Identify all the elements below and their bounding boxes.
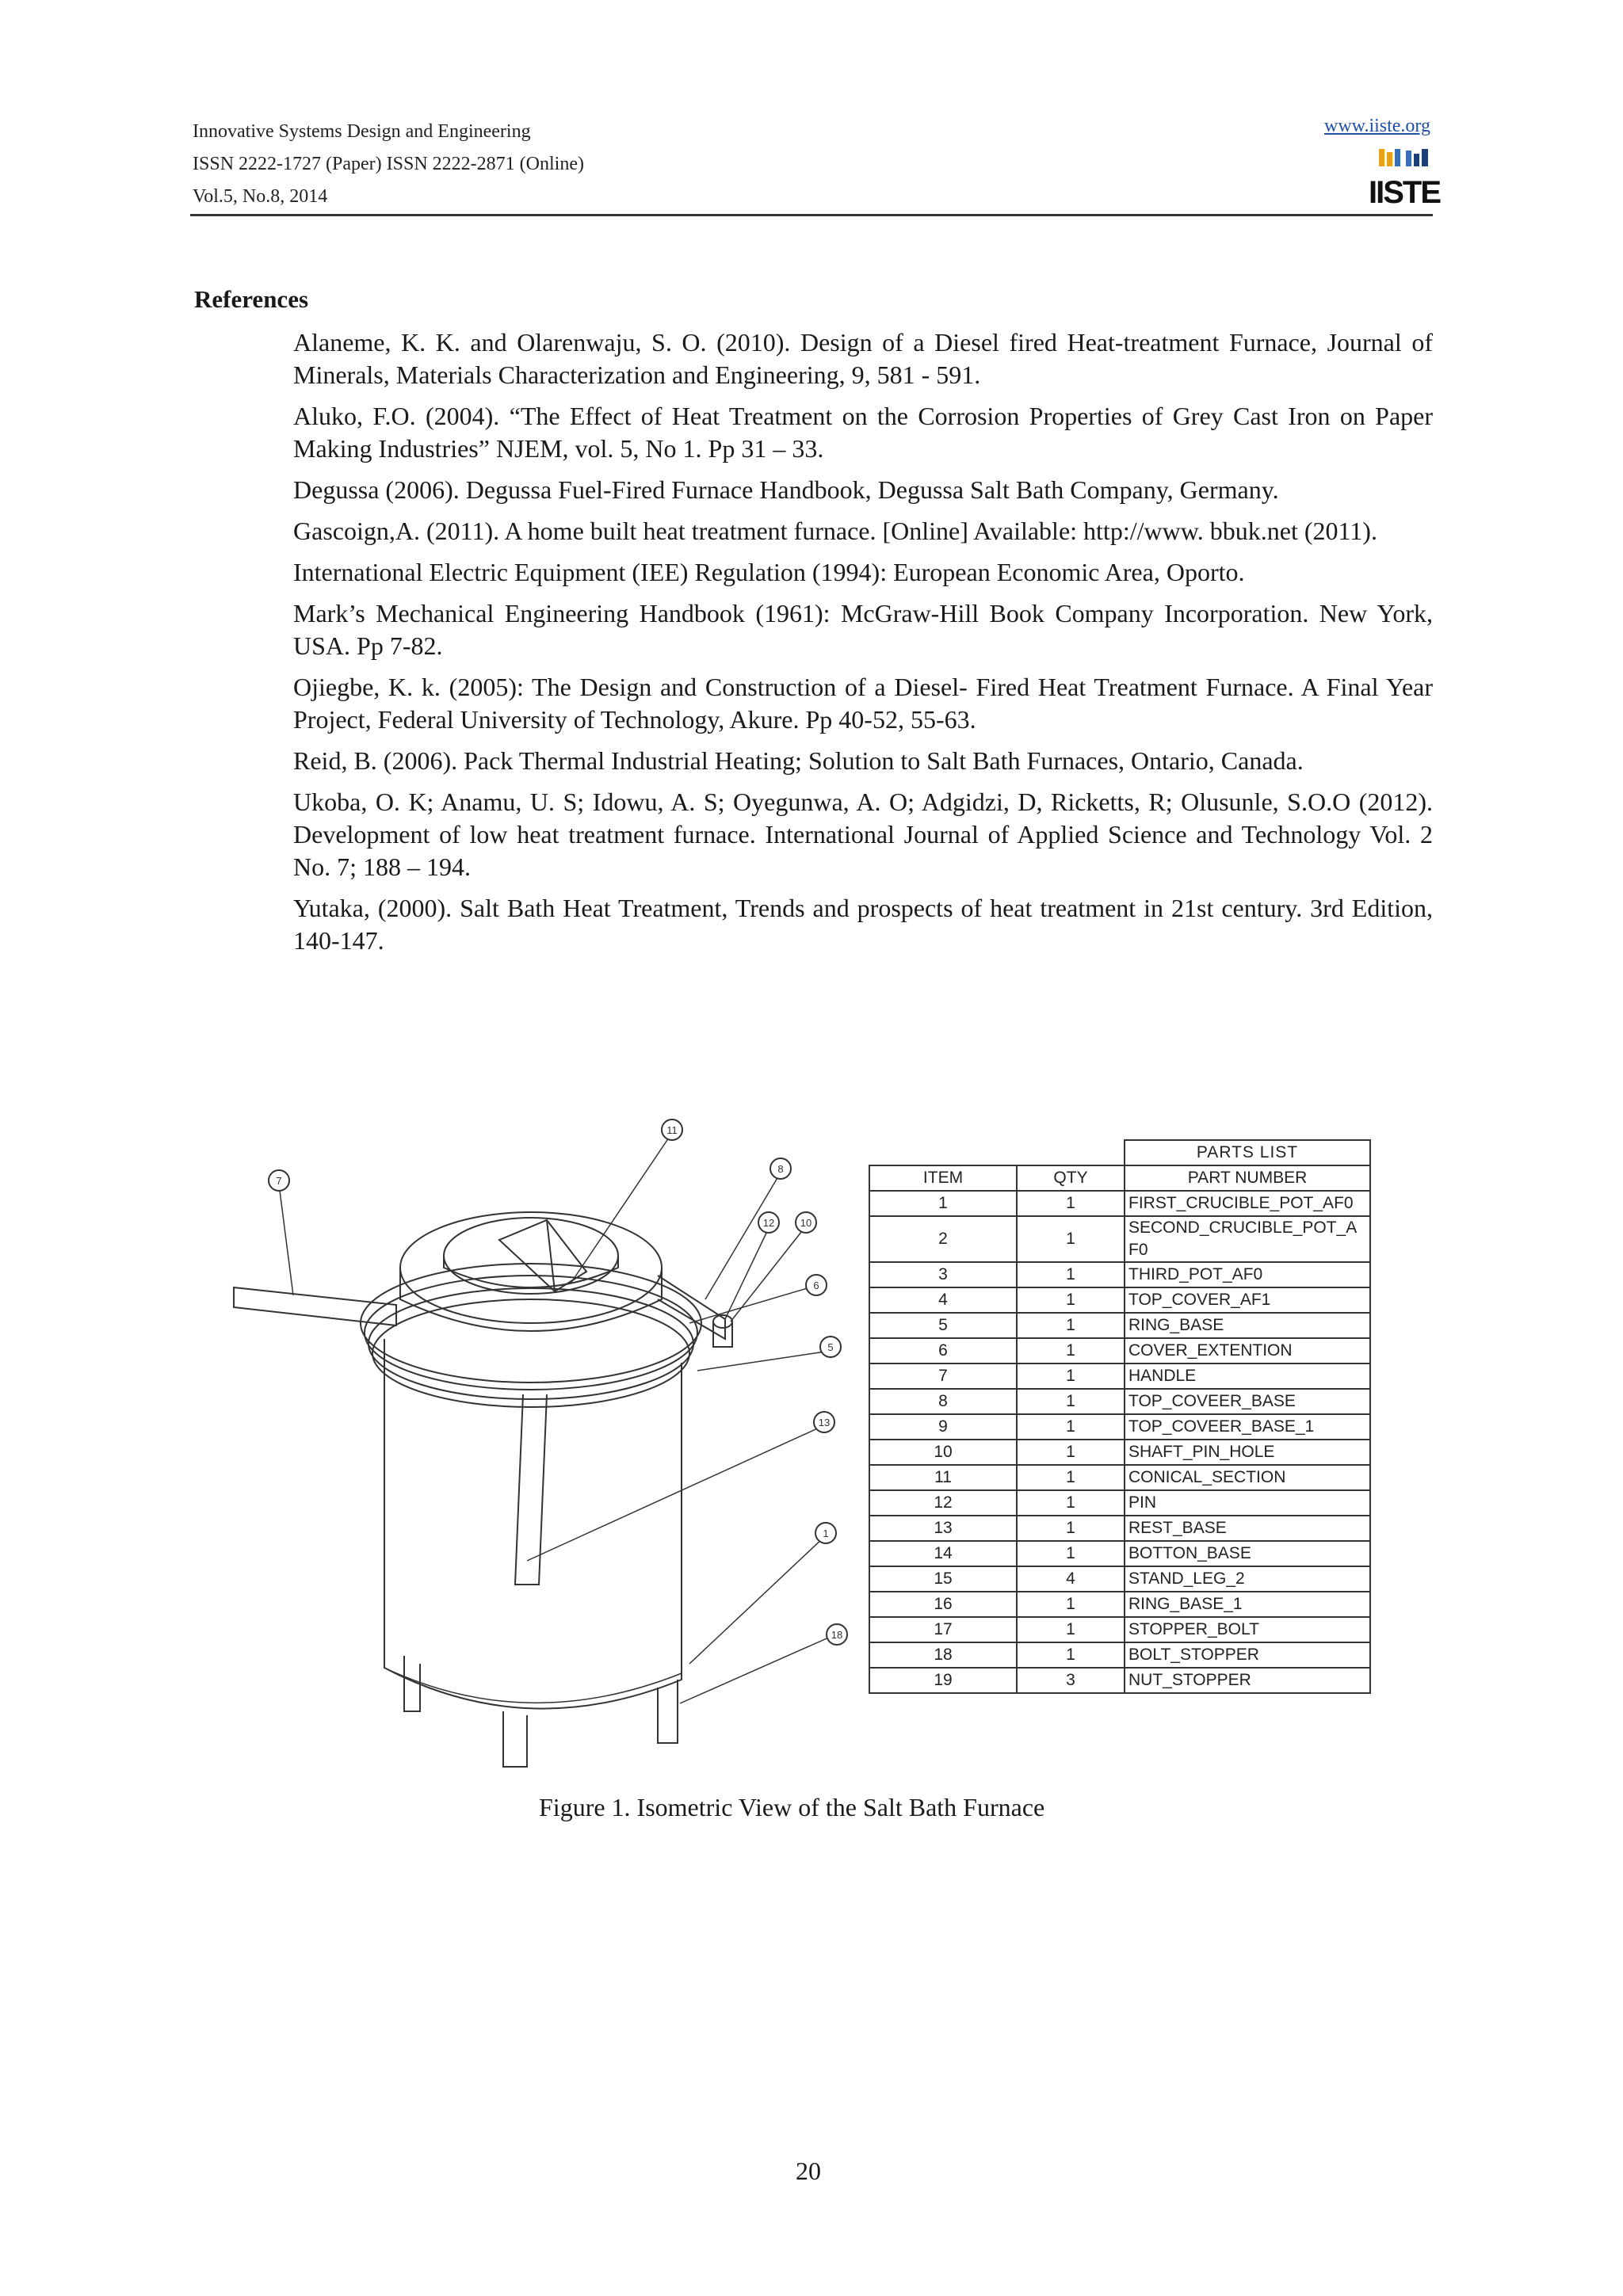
references-list [293, 326, 1433, 966]
svg-text:5: 5 [827, 1341, 834, 1353]
part-number-cell: COVER_EXTENTION [1125, 1338, 1370, 1363]
table-row [869, 1313, 1370, 1338]
part-number-cell: TOP_COVER_AF1 [1125, 1287, 1370, 1313]
table-row [869, 1389, 1370, 1414]
volume-line: Vol.5, No.8, 2014 [193, 186, 328, 207]
item-cell: 3 [869, 1262, 1017, 1287]
header-rule [190, 214, 1433, 216]
reference-item: Mark’s Mechanical Engineering Handbook (1961): McGraw-Hill Book Company Incorporation. New York, USA. Pp 7-82. [293, 599, 1433, 660]
qty-cell: 1 [1017, 1216, 1125, 1262]
svg-text:13: 13 [818, 1417, 831, 1428]
qty-cell: 1 [1017, 1465, 1125, 1490]
qty-cell: 1 [1017, 1516, 1125, 1541]
figure-caption: Figure 1. Isometric View of the Salt Bath Furnace [539, 1793, 1045, 1821]
qty-cell: 1 [1017, 1617, 1125, 1642]
qty-cell: 3 [1017, 1668, 1125, 1693]
qty-cell: 1 [1017, 1414, 1125, 1440]
page-number: 20 [796, 2157, 821, 2185]
qty-cell: 1 [1017, 1642, 1125, 1668]
part-number-cell: STAND_LEG_2 [1125, 1566, 1370, 1592]
table-row [869, 1216, 1370, 1262]
parts-list-body [869, 1191, 1370, 1693]
handle-drawing [234, 1287, 396, 1325]
qty-cell: 1 [1017, 1287, 1125, 1313]
leg-right [658, 1680, 678, 1743]
svg-text:18: 18 [831, 1629, 843, 1641]
part-number-cell: TOP_COVEER_BASE [1125, 1389, 1370, 1414]
table-row [869, 1465, 1370, 1490]
qty-cell: 4 [1017, 1566, 1125, 1592]
parts-list-title: PARTS LIST [1125, 1140, 1370, 1165]
svg-text:7: 7 [276, 1175, 282, 1187]
qty-cell: 1 [1017, 1191, 1125, 1216]
reference-item: Degussa (2006). Degussa Fuel-Fired Furnace Handbook, Degussa Salt Bath Company, Germany. [293, 475, 1279, 504]
figure-1 [214, 1109, 1387, 1821]
svg-text:11: 11 [666, 1124, 678, 1136]
table-row [869, 1338, 1370, 1363]
column-header-qty: QTY [1017, 1165, 1125, 1191]
item-cell: 19 [869, 1668, 1017, 1693]
qty-cell: 1 [1017, 1338, 1125, 1363]
table-row [869, 1617, 1370, 1642]
item-cell: 6 [869, 1338, 1017, 1363]
item-cell: 5 [869, 1313, 1017, 1338]
reference-item: Gascoign,A. (2011). A home built heat treatment furnace. [Online] Available: http://www. bbuk.net (2011). [293, 517, 1377, 545]
table-row [869, 1191, 1370, 1216]
table-row [869, 1363, 1370, 1389]
balloon-13 [814, 1412, 834, 1432]
item-cell: 7 [869, 1363, 1017, 1389]
table-row [869, 1668, 1370, 1693]
qty-cell: 1 [1017, 1262, 1125, 1287]
part-number-cell: FIRST_CRUCIBLE_POT_AF0 [1125, 1191, 1370, 1216]
item-cell: 4 [869, 1287, 1017, 1313]
item-cell: 9 [869, 1414, 1017, 1440]
part-number-cell: PIN [1125, 1490, 1370, 1516]
balloon-7 [269, 1170, 289, 1191]
part-number-cell: NUT_STOPPER [1125, 1668, 1370, 1693]
reference-item: Aluko, F.O. (2004). “The Effect of Heat Treatment on the Corrosion Properties of Grey Cast Iron on Paper Making Industries” NJEM, vol. 5, No 1. Pp 31 – 33. [293, 402, 1433, 463]
column-header-item: ITEM [869, 1165, 1017, 1191]
issn-line: ISSN 2222-1727 (Paper) ISSN 2222-2871 (Online) [193, 154, 584, 174]
part-number-cell: SHAFT_PIN_HOLE [1125, 1440, 1370, 1465]
table-row [869, 1262, 1370, 1287]
part-number-cell: RING_BASE_1 [1125, 1592, 1370, 1617]
table-row [869, 1440, 1370, 1465]
item-cell: 8 [869, 1389, 1017, 1414]
table-row [869, 1642, 1370, 1668]
item-cell: 16 [869, 1592, 1017, 1617]
table-row [869, 1414, 1370, 1440]
reference-item: Ojiegbe, K. k. (2005): The Design and Construction of a Diesel- Fired Heat Treatment Furnace. A Final Year Project, Federal University of Technology, Akure. Pp 40-52, 55-63. [293, 673, 1433, 734]
references-heading: References [194, 285, 309, 313]
iiste-logo [1368, 149, 1441, 210]
conical-section-drawing [499, 1220, 586, 1291]
qty-cell: 1 [1017, 1440, 1125, 1465]
item-cell: 15 [869, 1566, 1017, 1592]
leg-center [503, 1711, 527, 1767]
table-row [869, 1566, 1370, 1592]
logo-wordmark: IISTE [1368, 175, 1441, 210]
qty-cell: 1 [1017, 1490, 1125, 1516]
cover-extension-drawing [658, 1276, 725, 1339]
balloon-18 [827, 1624, 847, 1645]
isometric-furnace-drawing [214, 1109, 864, 1759]
top-cover-drawing [400, 1212, 662, 1323]
reference-item: Yutaka, (2000). Salt Bath Heat Treatment, Trends and prospects of heat treatment in 21st century. 3rd Edition, 140-147. [293, 894, 1433, 955]
journal-name: Innovative Systems Design and Engineering [193, 121, 531, 142]
part-number-cell: RING_BASE [1125, 1313, 1370, 1338]
qty-cell: 1 [1017, 1541, 1125, 1566]
reference-item: Reid, B. (2006). Pack Thermal Industrial Heating; Solution to Salt Bath Furnaces, Ontario, Canada. [293, 746, 1304, 775]
part-number-cell: SECOND_CRUCIBLE_POT_A F0 [1125, 1216, 1370, 1262]
journal-url-link[interactable]: www.iiste.org [1324, 116, 1430, 136]
svg-text:1: 1 [823, 1527, 829, 1539]
balloon-1 [815, 1523, 836, 1543]
item-cell: 11 [869, 1465, 1017, 1490]
item-cell: 17 [869, 1617, 1017, 1642]
svg-text:8: 8 [777, 1163, 784, 1175]
svg-text:12: 12 [762, 1217, 775, 1229]
item-cell: 14 [869, 1541, 1017, 1566]
balloon-6 [806, 1275, 827, 1295]
reference-item: International Electric Equipment (IEE) Regulation (1994): European Economic Area, Oporto. [293, 558, 1245, 586]
qty-cell: 1 [1017, 1592, 1125, 1617]
svg-text:10: 10 [800, 1217, 812, 1229]
item-cell: 12 [869, 1490, 1017, 1516]
part-number-cell: STOPPER_BOLT [1125, 1617, 1370, 1642]
table-row [869, 1516, 1370, 1541]
running-header [193, 116, 584, 213]
rest-base-drawing [515, 1394, 547, 1585]
table-row [869, 1490, 1370, 1516]
column-header-part-number: PART NUMBER [1125, 1165, 1370, 1191]
part-number-cell: BOTTON_BASE [1125, 1541, 1370, 1566]
balloon-5 [820, 1337, 841, 1357]
balloon-10 [796, 1212, 816, 1233]
part-number-cell: REST_BASE [1125, 1516, 1370, 1541]
balloon-11 [662, 1119, 682, 1140]
item-cell: 18 [869, 1642, 1017, 1668]
qty-cell: 1 [1017, 1389, 1125, 1414]
item-cell: 13 [869, 1516, 1017, 1541]
item-cell: 10 [869, 1440, 1017, 1465]
balloon-12 [758, 1212, 779, 1233]
part-number-cell: TOP_COVEER_BASE_1 [1125, 1414, 1370, 1440]
item-cell: 1 [869, 1191, 1017, 1216]
parts-list-table [869, 1139, 1371, 1694]
reference-item: Ukoba, O. K; Anamu, U. S; Idowu, A. S; Oyegunwa, A. O; Adgidzi, D, Ricketts, R; Olusunle, S.O.O (2012). Development of low heat treatment furnace. International Journal of Applied Science and Technology Vol. 2 No. 7; 188 – 194. [293, 788, 1433, 881]
svg-text:6: 6 [813, 1280, 819, 1291]
reference-item: Alaneme, K. K. and Olarenwaju, S. O. (2010). Design of a Diesel fired Heat-treatment Furnace, Journal of Minerals, Materials Characterization and Engineering, 9, 581 - 591. [293, 328, 1433, 389]
table-row [869, 1592, 1370, 1617]
item-cell: 2 [869, 1216, 1017, 1262]
part-number-cell: BOLT_STOPPER [1125, 1642, 1370, 1668]
part-number-cell: THIRD_POT_AF0 [1125, 1262, 1370, 1287]
table-row [869, 1287, 1370, 1313]
part-number-cell: HANDLE [1125, 1363, 1370, 1389]
qty-cell: 1 [1017, 1313, 1125, 1338]
part-number-cell: CONICAL_SECTION [1125, 1465, 1370, 1490]
qty-cell: 1 [1017, 1363, 1125, 1389]
balloon-8 [770, 1158, 791, 1179]
table-row [869, 1541, 1370, 1566]
